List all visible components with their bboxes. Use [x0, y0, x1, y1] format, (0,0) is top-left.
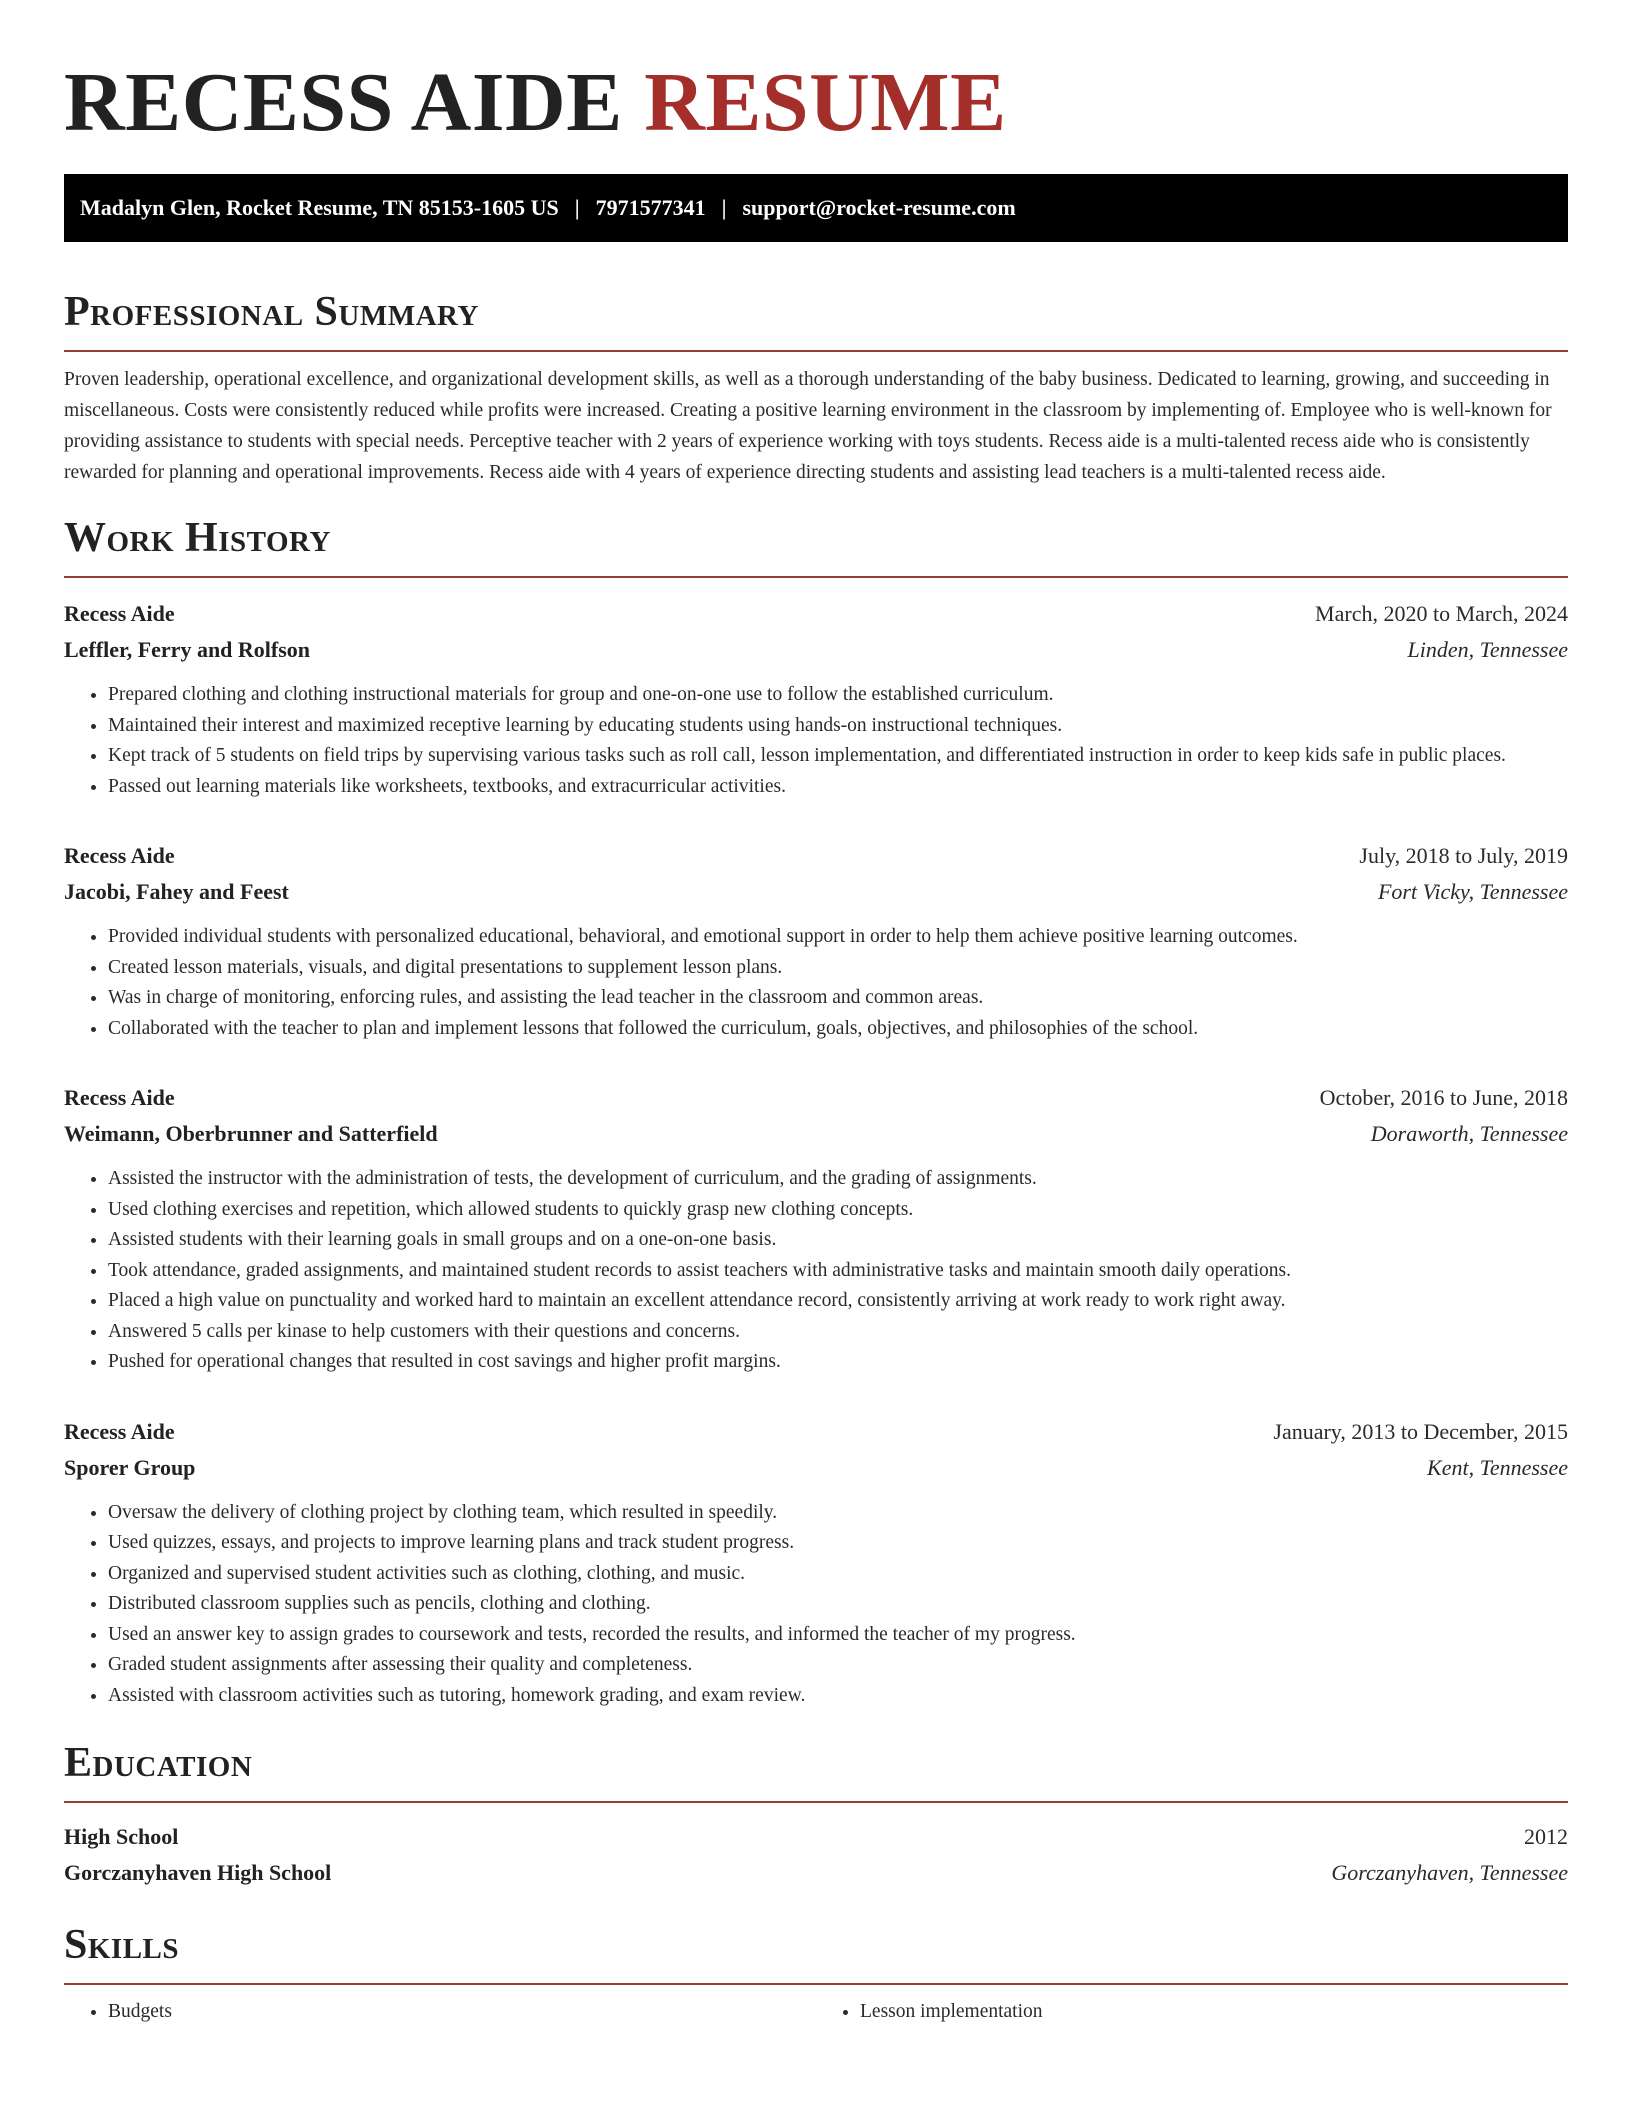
job-company: Sporer Group: [64, 1454, 196, 1480]
job-dates: October, 2016 to June, 2018: [1319, 1085, 1568, 1110]
skills-column: [64, 1997, 816, 2027]
job-bullets: [64, 1498, 1568, 1712]
education-year: 2012: [1524, 1824, 1568, 1849]
education-section: [64, 1739, 1568, 1891]
work-history-heading: Work History: [64, 514, 1568, 578]
job-dates: July, 2018 to July, 2019: [1359, 843, 1568, 868]
job-entry: [64, 838, 1568, 1044]
job-bullet: • Maintained their interest and maximized receptive learning by educating students using hands-on instructional techniques.: [108, 711, 1568, 742]
job-bullet: • Prepared clothing and clothing instructional materials for group and one-on-one use to follow the established curriculum.: [108, 680, 1568, 711]
job-bullet: • Used clothing exercises and repetition, which allowed students to quickly grasp new clothing concepts.: [108, 1195, 1568, 1226]
job-bullet: • Assisted students with their learning goals in small groups and on a one-on-one basis.: [108, 1225, 1568, 1256]
title-accent: RESUME: [644, 56, 1007, 149]
job-bullet: • Oversaw the delivery of clothing project by clothing team, which resulted in speedily.: [108, 1498, 1568, 1529]
job-bullet: • Passed out learning materials like worksheets, textbooks, and extracurricular activities.: [108, 772, 1568, 803]
job-location: Doraworth, Tennessee: [1370, 1121, 1568, 1146]
job-bullet: • Distributed classroom supplies such as pencils, clothing and clothing.: [108, 1589, 1568, 1620]
job-title: Recess Aide: [64, 1418, 175, 1444]
job-title: Recess Aide: [64, 1085, 175, 1110]
job-bullet: • Collaborated with the teacher to plan and implement lessons that followed the curriculum, goals, objectives, and philosophies of the school.: [108, 1014, 1568, 1045]
job-bullets: [64, 922, 1568, 1044]
job-bullet: • Used an answer key to assign grades to coursework and tests, recorded the results, and informed the teacher of my progress.: [108, 1620, 1568, 1651]
skills-grid: [64, 1997, 1568, 2027]
job-location: Fort Vicky, Tennessee: [1377, 879, 1568, 904]
summary-heading: Professional Summary: [64, 288, 1568, 352]
summary-section: [64, 288, 1568, 488]
job-bullet: • Answered 5 calls per kinase to help customers with their questions and concerns.: [108, 1317, 1568, 1348]
job-bullet: • Pushed for operational changes that resulted in cost savings and higher profit margins.: [108, 1347, 1568, 1378]
job-bullet: • Assisted the instructor with the administration of tests, the development of curriculum, and the grading of assignments.: [108, 1164, 1568, 1195]
job-bullet: • Graded student assignments after assessing their quality and completeness.: [108, 1650, 1568, 1681]
skills-section: [64, 1921, 1568, 2027]
contact-separator: |: [721, 195, 727, 220]
job-location: Kent, Tennessee: [1427, 1454, 1568, 1480]
education-entry: [64, 1819, 1568, 1891]
job-company: Jacobi, Fahey and Feest: [64, 879, 289, 904]
skill-item: • Budgets: [108, 1997, 816, 2027]
job-title: Recess Aide: [64, 601, 175, 626]
education-school: Gorczanyhaven High School: [64, 1860, 332, 1885]
job-entry: [64, 1414, 1568, 1712]
job-bullet: • Used quizzes, essays, and projects to improve learning plans and track student progress.: [108, 1528, 1568, 1559]
job-bullet: • Provided individual students with personalized educational, behavioral, and emotional support in order to help them achieve positive learning outcomes.: [108, 922, 1568, 953]
contact-email: support@rocket-resume.com: [742, 195, 1016, 220]
job-entry: [64, 1080, 1568, 1378]
education-heading: Education: [64, 1739, 1568, 1803]
job-bullet: • Was in charge of monitoring, enforcing rules, and assisting the lead teacher in the classroom and common areas.: [108, 983, 1568, 1014]
job-bullet: • Organized and supervised student activities such as clothing, clothing, and music.: [108, 1559, 1568, 1590]
job-bullet: • Placed a high value on punctuality and worked hard to maintain an excellent attendance record, consistently arriving at work ready to work right away.: [108, 1286, 1568, 1317]
job-bullet: • Took attendance, graded assignments, and maintained student records to assist teachers with administrative tasks and maintain smooth daily operations.: [108, 1256, 1568, 1287]
contact-address: Madalyn Glen, Rocket Resume, TN 85153-1605 US: [80, 195, 559, 220]
job-company: Leffler, Ferry and Rolfson: [64, 637, 311, 662]
job-bullet: • Kept track of 5 students on field trips by supervising various tasks such as roll call, lesson implementation, and differentiated instruction in order to keep kids safe in public places.: [108, 741, 1568, 772]
job-dates: January, 2013 to December, 2015: [1273, 1418, 1568, 1444]
job-bullet: • Assisted with classroom activities such as tutoring, homework grading, and exam review.: [108, 1681, 1568, 1712]
summary-text: Proven leadership, operational excellence, and organizational development skills, as well as a thorough understanding of the baby business. Dedicated to learning, growing, and succeeding in miscellaneous. Costs were consistently reduced while profits were increased. Creating a positive learning environment in the classroom by implementing of. Employee who is well-known for providing assistance to students with special needs. Perceptive teacher with 2 years of experience working with toys students. Recess aide is a multi-talented recess aide who is consistently rewarded for planning and operational improvements. Recess aide with 4 years of experience directing students and assisting lead teachers is a multi-talented recess aide.: [64, 369, 1552, 483]
contact-bar: [64, 174, 1568, 242]
job-company: Weimann, Oberbrunner and Satterfield: [64, 1121, 438, 1146]
education-location: Gorczanyhaven, Tennessee: [1331, 1860, 1568, 1885]
job-dates: March, 2020 to March, 2024: [1315, 601, 1568, 626]
job-location: Linden, Tennessee: [1407, 637, 1568, 662]
contact-separator: |: [574, 195, 580, 220]
job-title: Recess Aide: [64, 843, 175, 868]
job-bullet: • Created lesson materials, visuals, and digital presentations to supplement lesson plans.: [108, 953, 1568, 984]
job-entry: [64, 596, 1568, 802]
education-degree: High School: [64, 1824, 179, 1849]
skills-column: [816, 1997, 1568, 2027]
resume-title: [64, 0, 1568, 148]
skills-heading: Skills: [64, 1921, 1568, 1985]
skill-item: • Lesson implementation: [860, 1997, 1568, 2027]
job-bullets: [64, 680, 1568, 802]
contact-phone: 7971577341: [595, 195, 706, 220]
job-bullets: [64, 1164, 1568, 1378]
work-history-section: [64, 514, 1568, 1711]
title-main: RECESS AIDE: [64, 56, 623, 149]
